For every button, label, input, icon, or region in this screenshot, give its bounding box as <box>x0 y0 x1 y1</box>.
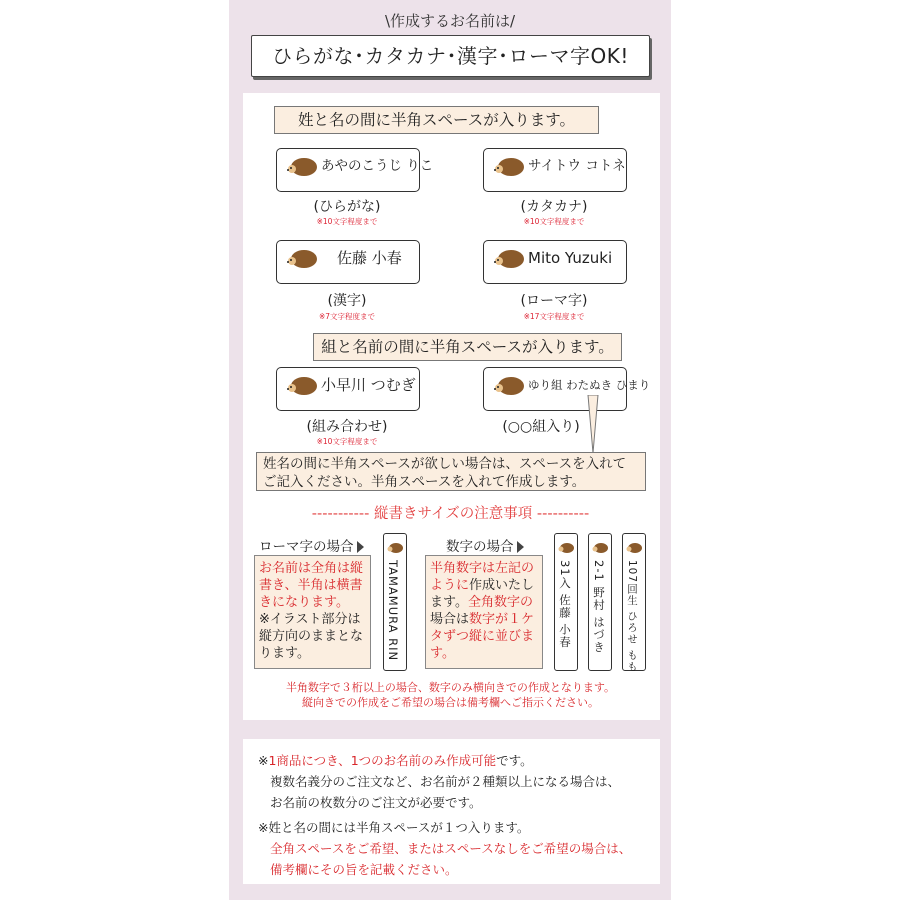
note-line-red: 備考欄にその旨を記載ください。 <box>270 862 458 877</box>
callout-pointer <box>585 395 601 455</box>
note-line <box>258 750 653 771</box>
tag-note: ※10文字程度まで <box>316 217 378 226</box>
hedgehog-icon <box>625 540 643 554</box>
digit-note-line: 半角数字で３桁以上の場合、数字のみ横向きでの作成となります。 <box>285 681 616 694</box>
roman-label-text: ローマ字の場合 <box>259 539 354 555</box>
number-desc-c: 全角数字の <box>467 595 533 610</box>
tag-note: ※10文字程度まで <box>316 437 378 446</box>
number-desc-b: 作成いたします。 <box>430 578 535 610</box>
tag-dots <box>287 273 409 278</box>
number-description <box>425 555 543 669</box>
hedgehog-icon <box>492 155 526 177</box>
triangle-right-icon <box>517 541 524 553</box>
name-tag <box>483 367 651 411</box>
hedgehog-icon <box>591 540 609 554</box>
callout-name-space: 姓と名の間に半角スペースが入ります。 <box>274 106 599 134</box>
number-desc-d: 場合は <box>430 612 470 627</box>
tag-dots <box>287 181 409 186</box>
header-top-label: \作成するお名前は/ <box>384 12 516 30</box>
vertical-tag-text: 107回生 ひろせ もも <box>626 560 638 673</box>
name-tag <box>276 240 420 284</box>
tag-caption: (カタカナ) <box>520 199 588 215</box>
vertical-tag-number <box>554 533 578 671</box>
note-line: ※姓と名の間には半角スペースが１つ入ります。 <box>258 820 530 835</box>
tag-caption: (組み合わせ) <box>306 419 388 435</box>
number-desc-e: 数字が１ケタずつ縦に並びます。 <box>430 612 535 661</box>
note-line: お名前の枚数分のご注文が必要です。 <box>270 795 482 810</box>
callout-group-space: 組と名前の間に半角スペースが入ります。 <box>313 333 622 361</box>
vertical-tag-text: 31入 佐藤 小春 <box>558 560 572 649</box>
tag-caption: (ひらがな) <box>313 199 381 215</box>
tag-dots <box>494 181 616 186</box>
note-prefix: ※ <box>258 753 269 768</box>
tag-name: サイトウ コトネ <box>528 158 626 174</box>
name-tag <box>276 148 434 192</box>
vertical-tag-roman <box>383 533 407 671</box>
tag-name: あやのこうじ りこ <box>321 158 434 174</box>
hedgehog-icon <box>557 540 575 554</box>
tag-caption: (漢字) <box>327 293 367 309</box>
note-tail: です。 <box>496 753 533 768</box>
hedgehog-icon <box>492 374 526 396</box>
vertical-tag-text: TAMAMURA RIN <box>386 560 400 662</box>
tag-name: ゆり組 わたぬき ひまり <box>528 378 651 392</box>
hedgehog-icon <box>492 247 526 269</box>
space-note: 姓名の間に半角スペースが欲しい場合は、スペースを入れてご記入ください。半角スペースを入れて作成します。 <box>256 452 646 491</box>
header-box: ひらがな･カタカナ･漢字･ローマ字OK! <box>251 35 650 77</box>
tag-note: ※17文字程度まで <box>523 312 585 321</box>
number-label-text: 数字の場合 <box>446 539 514 555</box>
tag-caption: (ローマ字) <box>520 293 588 309</box>
tag-name: 小早川 つむぎ <box>321 376 416 394</box>
number-label <box>446 535 524 555</box>
note-line: 複数名義分のご注文など、お名前が２種類以上になる場合は、 <box>270 774 621 789</box>
hedgehog-icon <box>285 247 319 269</box>
order-notes <box>258 750 653 880</box>
name-tag <box>276 367 420 411</box>
tag-name: Mito Yuzuki <box>528 249 613 267</box>
name-tag <box>483 148 627 192</box>
tag-name: 佐藤 小春 <box>337 249 402 267</box>
vertical-tag-number <box>622 533 646 671</box>
hedgehog-icon <box>285 155 319 177</box>
tag-caption: (○○組入り) <box>502 419 580 435</box>
tag-note: ※7文字程度まで <box>318 312 376 321</box>
triangle-right-icon <box>357 541 364 553</box>
digit-note-line: 縦向きでの作成をご希望の場合は備考欄へご指示ください。 <box>302 696 599 709</box>
vertical-tag-text: 2-1 野村 はづき <box>592 560 606 654</box>
tag-dots <box>287 400 409 405</box>
vertical-tag-number <box>588 533 612 671</box>
name-tag <box>483 240 627 284</box>
roman-description <box>254 555 371 669</box>
hedgehog-icon <box>285 374 319 396</box>
note-red: 1商品につき、1つのお名前のみ作成可能 <box>268 753 497 768</box>
hedgehog-icon <box>386 540 404 554</box>
vertical-section-title: ----------- 縦書きサイズの注意事項 ---------- <box>311 506 590 522</box>
tag-note: ※10文字程度まで <box>523 217 585 226</box>
note-line-red: 全角スペースをご希望、またはスペースなしをご希望の場合は、 <box>270 841 632 856</box>
tag-dots <box>494 273 616 278</box>
roman-desc-red2: ※イラスト部分は縦方向のままとなります。 <box>259 612 364 661</box>
roman-desc-red: お名前は全角は縦書き、半角は横書きになります。 <box>259 561 364 610</box>
digit-orientation-note <box>253 680 648 710</box>
roman-label <box>259 535 364 555</box>
number-desc-a: 半角数字は左記のように <box>430 561 535 593</box>
